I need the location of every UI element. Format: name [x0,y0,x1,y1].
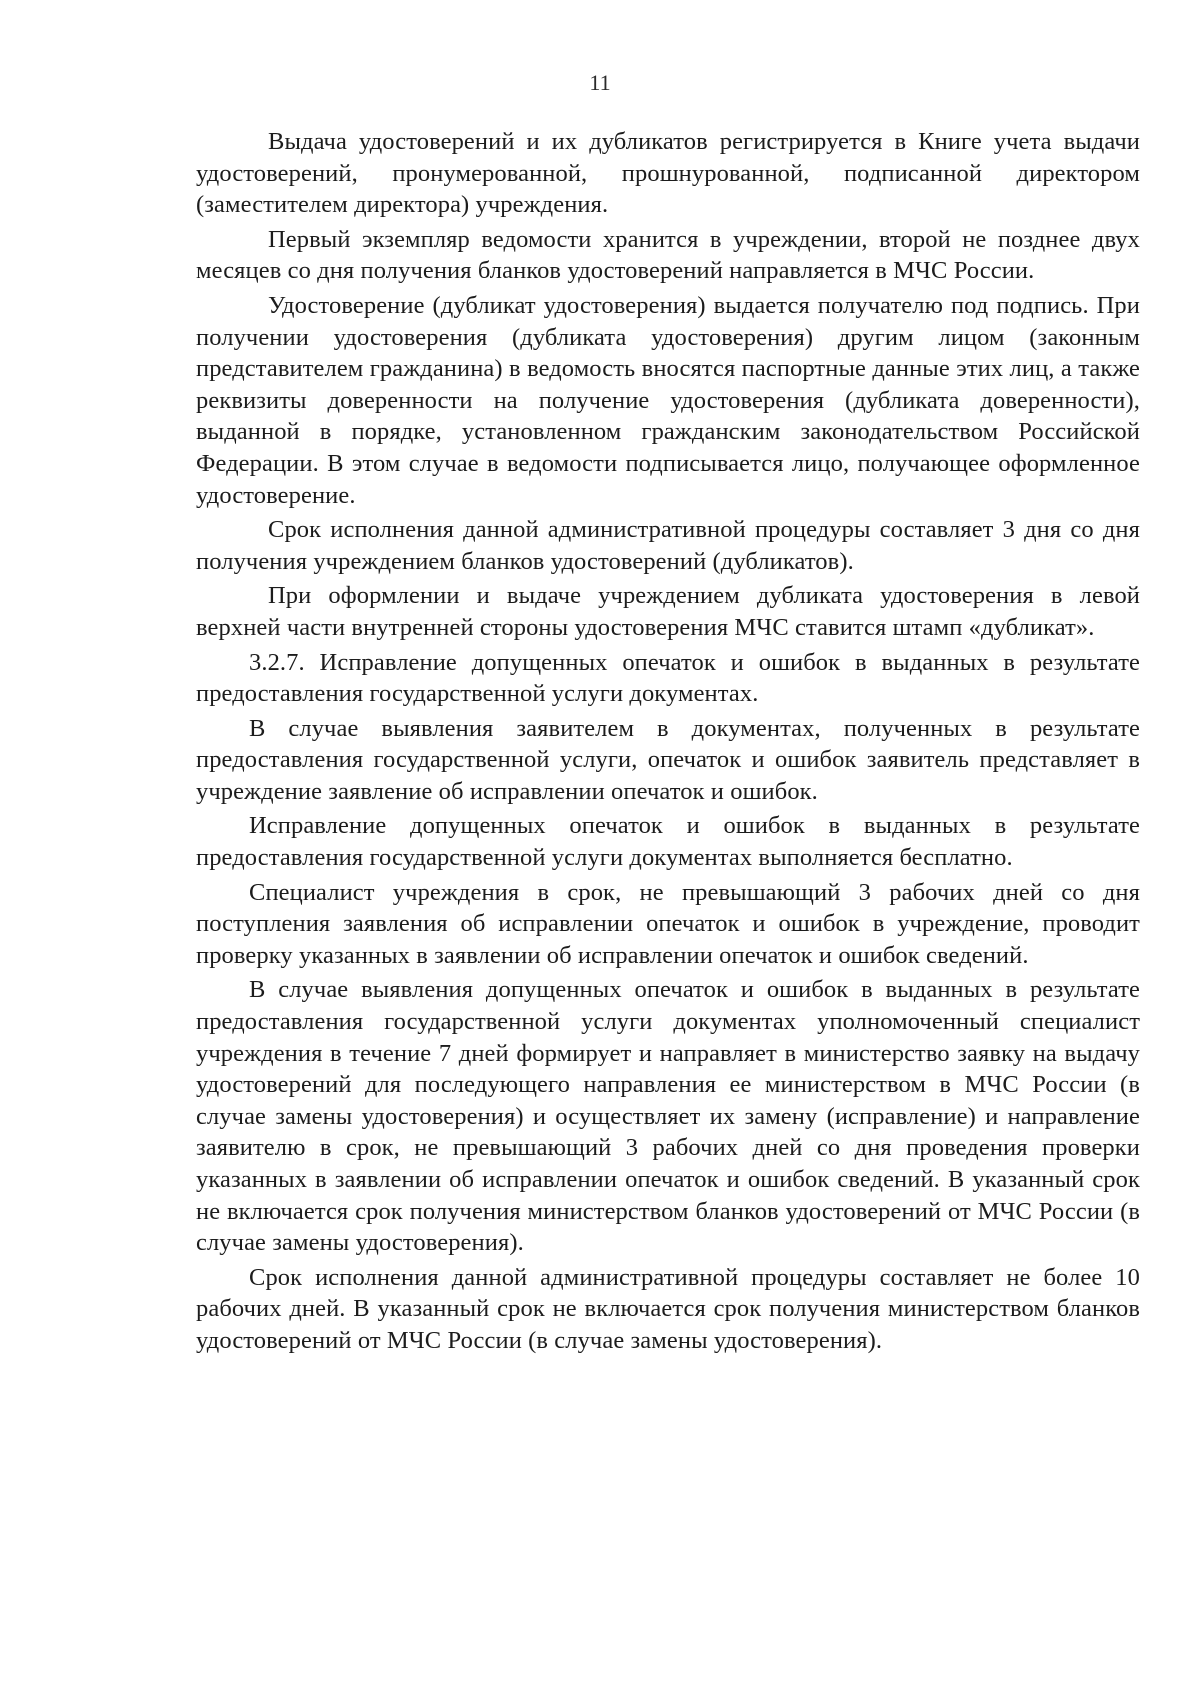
paragraph-specialist-check: Специалист учреждения в срок, не превышающий 3 рабочих дней со дня поступления заявления об исправлении опечаток и ошибок в учреждение, проводит проверку указанных в заявлении об исправлении опечаток и ошибок сведений. [196,878,1140,969]
paragraph-error-detection: В случае выявления заявителем в документах, полученных в результате предоставления государственной услуги, опечаток и ошибок заявитель представляет в учреждение заявление об исправлении опечаток и ошибок. [196,714,1140,805]
paragraph-procedure-term: Срок исполнения данной административной процедуры составляет 3 дня со дня получения учреждением бланков удостоверений (дубликатов). [196,516,1140,575]
page-number: 11 [589,70,611,95]
document-body [196,126,1140,1357]
paragraph-duplicate-stamp: При оформлении и выдаче учреждением дубликата удостоверения в левой верхней части внутренней стороны удостоверения МЧС ставится штамп «дубликат». [196,582,1140,641]
paragraph-free-correction: Исправление допущенных опечаток и ошибок в выданных в результате предоставления государственной услуги документах выполняется бесплатно. [196,812,1140,872]
paragraph-certificate-issuance: Удостоверение (дубликат удостоверения) выдается получателю под подпись. При получении удостоверения (дубликата удостоверения) другим лицом (законным представителем гражданина) в ведомость вносятся паспортные данные этих лиц, а также реквизиты доверенности на получение удостоверения (дубликата доверенности), выданной в порядке, установленном гражданским законодательством Российской Федерации. В этом случае в ведомости подписывается лицо, получающее оформленное удостоверение. [196,291,1140,509]
paragraph-final-term: Срок исполнения данной административной процедуры составляет не более 10 рабочих дней. В указанный срок не включается срок получения министерством бланков удостоверений от МЧС России (в случае замены удостоверения). [196,1263,1140,1354]
paragraph-section-3-2-7: 3.2.7. Исправление допущенных опечаток и ошибок в выданных в результате предоставления государственной услуги документах. [196,648,1140,708]
paragraph-replacement-procedure: В случае выявления допущенных опечаток и ошибок в выданных в результате предоставления государственной услуги документах уполномоченный специалист учреждения в течение 7 дней формирует и направляет в министерство заявку на выдачу удостоверений для последующего направления ее министерством в МЧС России (в случае замены удостоверения) и осуществляет их замену (исправление) и направление заявителю в срок, не превышающий 3 рабочих дней со дня проведения проверки указанных в заявлении об исправлении опечаток и ошибок сведений. В указанный срок не включается срок получения министерством бланков удостоверений от МЧС России (в случае замены удостоверения). [196,976,1140,1257]
paragraph-certificate-registration: Выдача удостоверений и их дубликатов регистрируется в Книге учета выдачи удостоверений, пронумерованной, прошнурованной, подписанной директором (заместителем директора) учреждения. [196,128,1140,219]
paragraph-statement-copies: Первый экземпляр ведомости хранится в учреждении, второй не позднее двух месяцев со дня получения бланков удостоверений направляется в МЧС России. [196,225,1140,285]
